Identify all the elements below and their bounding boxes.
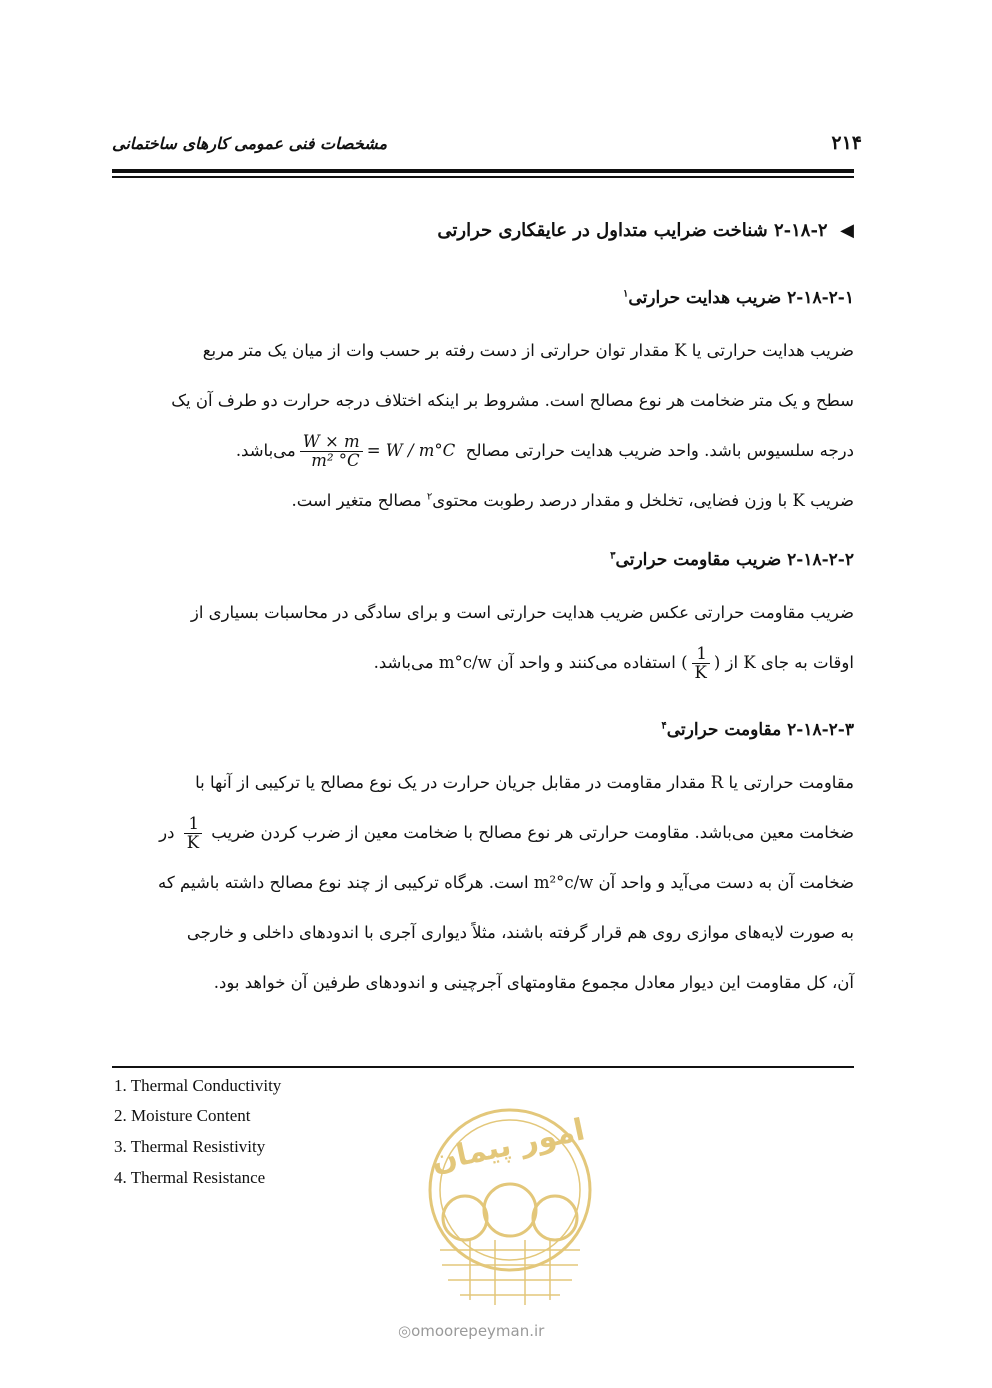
running-header-title: مشخصات فنی عمومی کارهای ساختمانی: [112, 134, 388, 153]
footnote-3: 3. Thermal Resistivity: [114, 1137, 266, 1156]
subsection-1-body: [139, 326, 854, 526]
watermark-logo: [420, 1100, 600, 1312]
footnote-ref-4: ۴: [661, 720, 667, 732]
subsection-3-heading: ۲-۱۸-۲-۳ مقاومت حرارتی$^۴$: [661, 720, 854, 740]
globe-icon: ◎: [398, 1322, 412, 1340]
subsection-3-body: [139, 758, 854, 1008]
watermark-logo-text: امور پیمان: [428, 1112, 588, 1180]
section-heading: [437, 220, 854, 241]
header-rule-thick: [112, 169, 854, 173]
inverse-k-fraction: $\frac{1}{K}$: [692, 645, 710, 682]
footnote-rule: [112, 1066, 854, 1068]
unit-resistance: m²°c/w: [533, 873, 594, 892]
formula-line: درجه سلسیوس باشد. واحد ضریب هدایت حرارتی مصالح $\frac{W \times m}{\text{m² °C}}$ = W / m°C می‌باشد.: [235, 431, 854, 470]
header-rule-thin: [112, 176, 854, 178]
para-line: سطح و یک متر ضخامت هر نوع مصالح است. مشروط بر اینکه اختلاف درجه حرارت دو طرف آن یک: [171, 391, 854, 410]
para-line: اوقات به جای K از ( $\frac{1}{K}$ ) استفاده می‌کنند و واحد آن m°c/w می‌باشد.: [373, 643, 854, 682]
unit-resistivity: m°c/w: [438, 653, 492, 672]
conductivity-formula: $\frac{W \times m}{\text{m² °C}}$ = W / m°C: [296, 441, 461, 460]
para-line: به صورت لایه‌های موازی روی هم قرار گرفته باشند، مثلاً دیواری آجری با اندودهای داخلی و خارجی: [186, 923, 854, 942]
footnote-ref-1: ۱: [623, 288, 629, 300]
para-line: مقاومت حرارتی یا R مقدار مقاومت در مقابل جریان حرارت در یک نوع مصالح یا ترکیبی از آنها با: [195, 773, 854, 792]
para-line: ضریب مقاومت حرارتی عکس ضریب هدایت حرارتی است و برای سادگی در محاسبات بسیاری از: [190, 603, 854, 622]
footnote-1: 1. Thermal Conductivity: [114, 1076, 282, 1095]
subsection-2-heading: ۲-۱۸-۲-۲ ضریب مقاومت حرارتی$^۳$: [610, 550, 854, 570]
watermark-site: ◎omoorepeyman.ir: [398, 1322, 545, 1340]
para-line: ضخامت آن به دست می‌آید و واحد آن m²°c/w است. هرگاه ترکیبی از چند نوع مصالح داشته باشیم که: [158, 873, 854, 892]
section-heading-text: ۲-۱۸-۲ شناخت ضرایب متداول در عایقکاری حرارتی: [437, 220, 828, 241]
footnote-2: 2. Moisture Content: [114, 1106, 251, 1125]
footnote-ref-2: ۲: [426, 491, 433, 503]
subsection-1-heading: ۲-۱۸-۲-۱ ضریب هدایت حرارتی$^۱$: [623, 288, 854, 308]
para-line: ضریب هدایت حرارتی یا K مقدار توان حرارتی از دست رفته بر حسب وات از میان یک متر مربع: [202, 341, 854, 360]
para-line: آن، کل مقاومت این دیوار معادل مجموع مقاومتهای آجرچینی و اندودهای طرفین آن خواهد بود.: [213, 973, 854, 992]
formula-fraction: $\frac{W \times m}{\text{m² °C}}$: [300, 433, 363, 470]
inverse-k-fraction: $\frac{1}{K}$: [184, 815, 202, 852]
para-line: ضریب K با وزن فضایی، تخلخل و مقدار درصد رطوبت محتوی$^۲$ مصالح متغیر است.: [291, 491, 854, 510]
footnote-4: 4. Thermal Resistance: [114, 1168, 266, 1187]
bullet-icon: ◀: [840, 220, 854, 241]
para-line: ضخامت معین می‌باشد. مقاومت حرارتی هر نوع مصالح با ضخامت معین از ضرب کردن ضریب $\frac{1}{K}$ در: [159, 813, 854, 852]
footnote-ref-3: ۳: [610, 550, 616, 562]
subsection-2-body: [139, 588, 854, 688]
page-number: ۲۱۴: [831, 132, 862, 154]
